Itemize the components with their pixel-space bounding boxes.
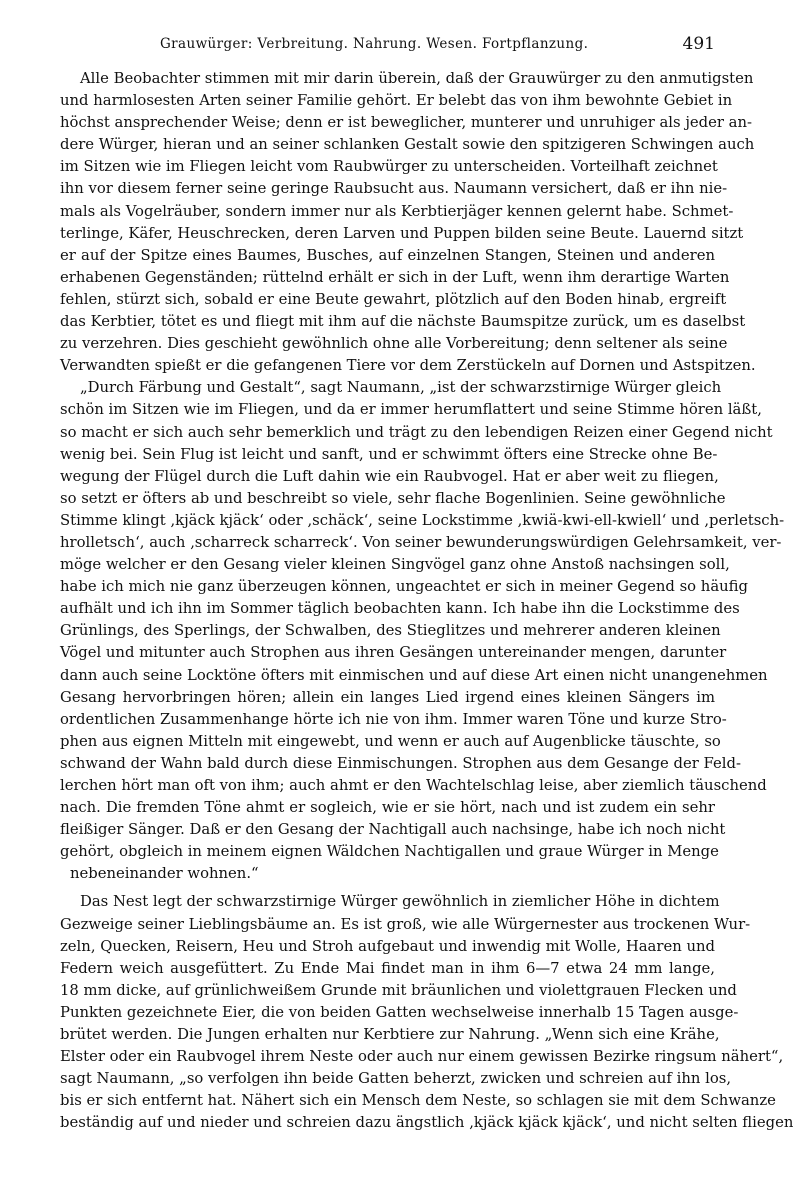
text-line: das Kerbtier, tötet es und fliegt mit ihm auf die nächste Baumspitze zurück, um es daselbst — [60, 313, 746, 331]
text-line: gehört, obgleich in meinem eignen Wäldchen Nachtigallen und graue Würger in Menge — [60, 843, 719, 861]
text-line: Elster oder ein Raubvogel ihrem Neste oder auch nur einem gewissen Bezirke ringsum nähert“, — [60, 1048, 784, 1066]
text-line: erhabenen Gegenständen; rüttelnd erhält er sich in der Luft, wenn ihm derartige Warten — [60, 268, 730, 286]
text-line: bis er sich entfernt hat. Nähert sich ein Mensch dem Neste, so schlagen sie mit dem Schwanze — [60, 1092, 776, 1110]
text-line: nach. Die fremden Töne ahmt er sogleich, wie er sie hört, nach und ist zudem ein sehr — [60, 799, 715, 817]
text-line: schön im Sitzen wie im Fliegen, und da er immer herumflattert und seine Stimme hören läßt, — [60, 401, 762, 419]
text-line: wenig bei. Sein Flug ist leicht und sanft, und er schwimmt öfters eine Strecke ohne Be- — [60, 445, 718, 463]
text-line: zeln, Quecken, Reisern, Heu und Stroh aufgebaut und inwendig mit Wolle, Haaren und — [60, 937, 715, 955]
paragraph — [60, 891, 793, 1134]
text-line: lerchen hört man oft von ihm; auch ahmt er den Wachtelschlag leise, aber ziemlich täuschend — [60, 777, 767, 794]
text-line: Alle Beobachter stimmen mit mir darin überein, daß der Grauwürger zu den anmutigsten — [80, 70, 754, 87]
text-line: im Sitzen wie im Fliegen leicht vom Raubwürger zu unterscheiden. Vorteilhaft zeichnet — [60, 158, 718, 176]
text-line: er auf der Spitze eines Baumes, Busches, auf einzelnen Stangen, Steinen und anderen — [60, 246, 715, 264]
text-line: wegung der Flügel durch die Luft dahin wie ein Raubvogel. Hat er aber weit zu fliegen, — [60, 467, 719, 485]
text-line: Gezweige seiner Lieblingsbäume an. Es ist groß, wie alle Würgernester aus trockenen Wur- — [60, 915, 751, 933]
text-line: Stimme klingt ‚kjäck kjäck‘ oder ‚schäck‘, seine Lockstimme ‚kwiä-kwi-ell-kwiell‘ und ‚perletsch- — [60, 511, 785, 529]
text-line: dann auch seine Locktöne öfters mit einmischen und auf diese Art einen nicht unangenehmen — [60, 666, 768, 684]
paragraph — [60, 68, 756, 377]
text-line: sagt Naumann, „so verfolgen ihn beide Gatten beherzt, zwicken und schreien auf ihn los, — [60, 1070, 732, 1088]
text-line: Federn weich ausgefüttert. Zu Ende Mai findet man in ihm 6—7 etwa 24 mm lange, — [60, 959, 715, 977]
text-line: schwand der Wahn bald durch diese Einmischungen. Strophen aus dem Gesange der Feld- — [60, 754, 741, 772]
text-line: brütet werden. Die Jungen erhalten nur Kerbtiere zur Nahrung. „Wenn sich eine Krähe, — [60, 1026, 720, 1044]
text-line: ihn vor diesem ferner seine geringe Raubsucht aus. Naumann versichert, daß er ihn nie- — [60, 180, 728, 198]
running-title: Grauwürger: Verbreitung. Nahrung. Wesen. Fortpflanzung. — [160, 36, 589, 52]
text-line: habe ich mich nie ganz überzeugen können, ungeachtet er sich in meiner Gegend so häufig — [60, 578, 749, 596]
text-line: ordentlichen Zusammenhange hörte ich nie von ihm. Immer waren Töne und kurze Stro- — [60, 710, 727, 728]
text-line: so setzt er öfters ab und beschreibt so viele, sehr flache Bogenlinien. Seine gewöhnliche — [60, 489, 726, 507]
text-line: Grünlings, des Sperlings, der Schwalben, des Stieglitzes und mehrerer anderen kleinen — [60, 622, 721, 640]
text-line: terlinge, Käfer, Heuschrecken, deren Larven und Puppen bilden seine Beute. Lauernd sitzt — [60, 224, 744, 242]
text-line: beständig auf und nieder und schreien dazu ängstlich ‚kjäck kjäck kjäck‘, und nicht selten fliegen — [60, 1114, 793, 1132]
text-line: Verwandten spießt er die gefangenen Tiere vor dem Zerstückeln auf Dornen und Astspitzen. — [60, 357, 756, 375]
text-line: Vögel und mitunter auch Strophen aus ihren Gesängen untereinander mengen, darunter — [60, 644, 727, 662]
text-line: dere Würger, hieran und an seiner schlanken Gestalt sowie den spitzigeren Schwingen auch — [60, 136, 755, 154]
text-line: aufhält und ich ihn im Sommer täglich beobachten kann. Ich habe ihn die Lockstimme des — [60, 600, 740, 618]
text-line: phen aus eignen Mitteln mit eingewebt, und wenn er auch auf Augenblicke täuschte, so — [60, 732, 721, 750]
text-line: mals als Vogelräuber, sondern immer nur als Kerbtierjäger kennen gelernt habe. Schmet- — [60, 202, 734, 220]
text-line: Gesang hervorbringen hören; allein ein langes Lied irgend eines kleinen Sängers im — [60, 688, 715, 706]
text-line: zu verzehren. Dies geschieht gewöhnlich ohne alle Vorbereitung; denn seltener als seine — [60, 335, 728, 353]
text-line: möge welcher er den Gesang vieler kleinen Singvögel ganz ohne Anstoß nachsingen soll, — [60, 556, 730, 574]
text-line: und harmlosesten Arten seiner Familie gehört. Er belebt das von ihm bewohnte Gebiet in — [60, 92, 733, 110]
text-line: so macht er sich auch sehr bemerklich und trägt zu den lebendigen Reizen einer Gegend nicht — [60, 423, 773, 441]
text-line: 18 mm dicke, auf grünlichweißem Grunde mit bräunlichen und violettgrauen Flecken und — [60, 981, 737, 999]
body-text — [60, 68, 793, 1135]
paragraph — [60, 377, 785, 885]
text-line: Punkten gezeichnete Eier, die von beiden Gatten wechselweise innerhalb 15 Tagen ausge- — [60, 1003, 739, 1021]
text-line: höchst ansprechender Weise; denn er ist beweglicher, munterer und unruhiger als jeder an- — [60, 114, 753, 132]
text-line: hrolletsch‘, auch ‚scharreck scharreck‘. Von seiner bewunderungswürdigen Gelehrsamkeit, ver- — [60, 533, 782, 551]
text-line: fehlen, stürzt sich, sobald er eine Beute gewahrt, plötzlich auf den Boden hinab, ergreift — [60, 290, 727, 308]
text-line: fleißiger Sänger. Daß er den Gesang der Nachtigall auch nachsinge, habe ich noch nicht — [60, 821, 726, 839]
text-line: „Durch Färbung und Gestalt“, sagt Naumann, „ist der schwarzstirnige Würger gleich — [80, 379, 722, 397]
page-header — [60, 34, 715, 58]
text-line: Das Nest legt der schwarzstirnige Würger gewöhnlich in ziemlicher Höhe in dichtem — [80, 893, 720, 911]
text-line: nebeneinander wohnen.“ — [70, 865, 259, 883]
page-number: 491 — [682, 34, 715, 54]
